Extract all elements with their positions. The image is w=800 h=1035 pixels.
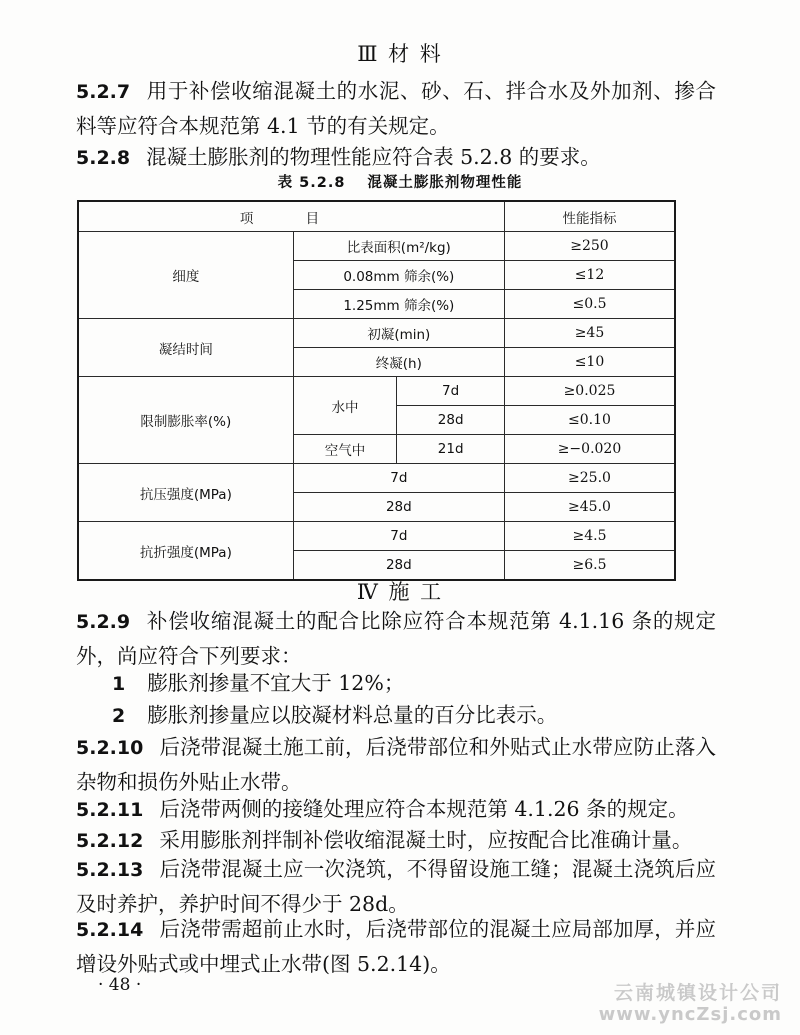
clause-number: 5.2.7 [76, 81, 131, 103]
flexural-28d-age: 28d [293, 551, 504, 581]
in-air-label: 空气中 [293, 435, 397, 464]
compressive-7d-value: ≥25.0 [504, 464, 675, 493]
clause-number: 5.2.13 [76, 859, 144, 881]
initial-set-value: ≥45 [504, 319, 675, 348]
expansion-agent-properties-table [77, 200, 676, 581]
sieve-008-value: ≤12 [504, 261, 675, 290]
clause-5-2-11 [76, 792, 716, 827]
flexural-7d-value: ≥4.5 [504, 522, 675, 551]
flexural-7d-age: 7d [293, 522, 504, 551]
clause-text: 后浇带混凝土应一次浇筑，不得留设施工缝；混凝土浇筑后应及时养护，养护时间不得少于 28d。 [76, 857, 716, 916]
clause-5-2-9 [76, 604, 716, 673]
specific-area-label: 比表面积(m²/kg) [293, 232, 504, 261]
header-item: 项 目 [78, 201, 504, 232]
water-28d-value: ≤0.10 [504, 406, 675, 435]
clause-5-2-9-item-1 [112, 666, 404, 701]
clause-number: 5.2.11 [76, 799, 144, 821]
clause-text: 后浇带两侧的接缝处理应符合本规范第 4.1.26 条的规定。 [159, 797, 689, 821]
clause-5-2-8 [76, 140, 716, 175]
item-number: 1 [112, 673, 126, 695]
clause-5-2-9-item-2 [112, 698, 557, 733]
sieve-008-label: 0.08mm 筛余(%) [293, 261, 504, 290]
clause-text: 后浇带混凝土施工前，后浇带部位和外贴式止水带应防止落入杂物和损伤外贴止水带。 [76, 735, 716, 794]
section-title-materials: Ⅲ 材 料 [357, 42, 443, 66]
clause-text: 用于补偿收缩混凝土的水泥、砂、石、拌合水及外加剂、掺合料等应符合本规范第 4.1 节的有关规定。 [76, 79, 716, 138]
restrained-expansion-label: 限制膨胀率(%) [78, 377, 293, 464]
flexural-strength-label: 抗折强度(MPa) [78, 522, 293, 581]
clause-number: 5.2.14 [76, 919, 144, 941]
compressive-strength-label: 抗压强度(MPa) [78, 464, 293, 522]
table-caption-number: 表 5.2.8 [277, 175, 346, 191]
clause-text: 后浇带需超前止水时，后浇带部位的混凝土应局部加厚，并应增设外贴式或中埋式止水带(图 5.2.14)。 [76, 917, 716, 976]
specific-area-value: ≥250 [504, 232, 675, 261]
table-row [78, 522, 675, 551]
clause-text: 混凝土膨胀剂的物理性能应符合表 5.2.8 的要求。 [146, 145, 601, 169]
watermark-url: www.yncZsj.com [598, 1004, 782, 1025]
header-value: 性能指标 [504, 201, 675, 232]
clause-5-2-10 [76, 730, 716, 799]
table-row [78, 377, 675, 406]
watermark-company: 云南城镇设计公司 [613, 982, 782, 1004]
clause-5-2-13 [76, 852, 716, 921]
compressive-28d-value: ≥45.0 [504, 493, 675, 522]
item-text: 膨胀剂掺量不宜大于 12%； [147, 671, 405, 695]
clause-5-2-7 [76, 74, 716, 143]
clause-5-2-14 [76, 912, 716, 981]
fineness-label: 细度 [78, 232, 293, 319]
item-text: 膨胀剂掺量应以胶凝材料总量的百分比表示。 [147, 703, 558, 727]
water-7d-value: ≥0.025 [504, 377, 675, 406]
initial-set-label: 初凝(min) [293, 319, 504, 348]
watermark [599, 982, 782, 1026]
clause-text: 采用膨胀剂拌制补偿收缩混凝土时，应按配合比准确计量。 [159, 828, 693, 852]
air-21d-age: 21d [397, 435, 505, 464]
table-header-row [78, 201, 675, 232]
sieve-125-label: 1.25mm 筛余(%) [293, 290, 504, 319]
clause-text: 补偿收缩混凝土的配合比除应符合本规范第 4.1.16 条的规定外，尚应符合下列要求： [76, 609, 716, 668]
clause-number: 5.2.8 [76, 147, 131, 169]
compressive-7d-age: 7d [293, 464, 504, 493]
flexural-28d-value: ≥6.5 [504, 551, 675, 581]
sieve-125-value: ≤0.5 [504, 290, 675, 319]
in-water-label: 水中 [293, 377, 397, 435]
water-7d-age: 7d [397, 377, 505, 406]
clause-number: 5.2.9 [76, 611, 131, 633]
clause-number: 5.2.10 [76, 737, 144, 759]
water-28d-age: 28d [397, 406, 505, 435]
compressive-28d-age: 28d [293, 493, 504, 522]
final-set-value: ≤10 [504, 348, 675, 377]
page-number: · 48 · [98, 975, 142, 995]
setting-time-label: 凝结时间 [78, 319, 293, 377]
table-row [78, 464, 675, 493]
table-row [78, 232, 675, 261]
air-21d-value: ≥−0.020 [504, 435, 675, 464]
section-title-construction: Ⅳ 施 工 [356, 580, 444, 604]
final-set-label: 终凝(h) [293, 348, 504, 377]
table-caption-title: 混凝土膨胀剂物理性能 [367, 175, 523, 191]
clause-number: 5.2.12 [76, 830, 144, 852]
table-row [78, 319, 675, 348]
table-caption [0, 171, 800, 192]
item-number: 2 [112, 705, 126, 727]
